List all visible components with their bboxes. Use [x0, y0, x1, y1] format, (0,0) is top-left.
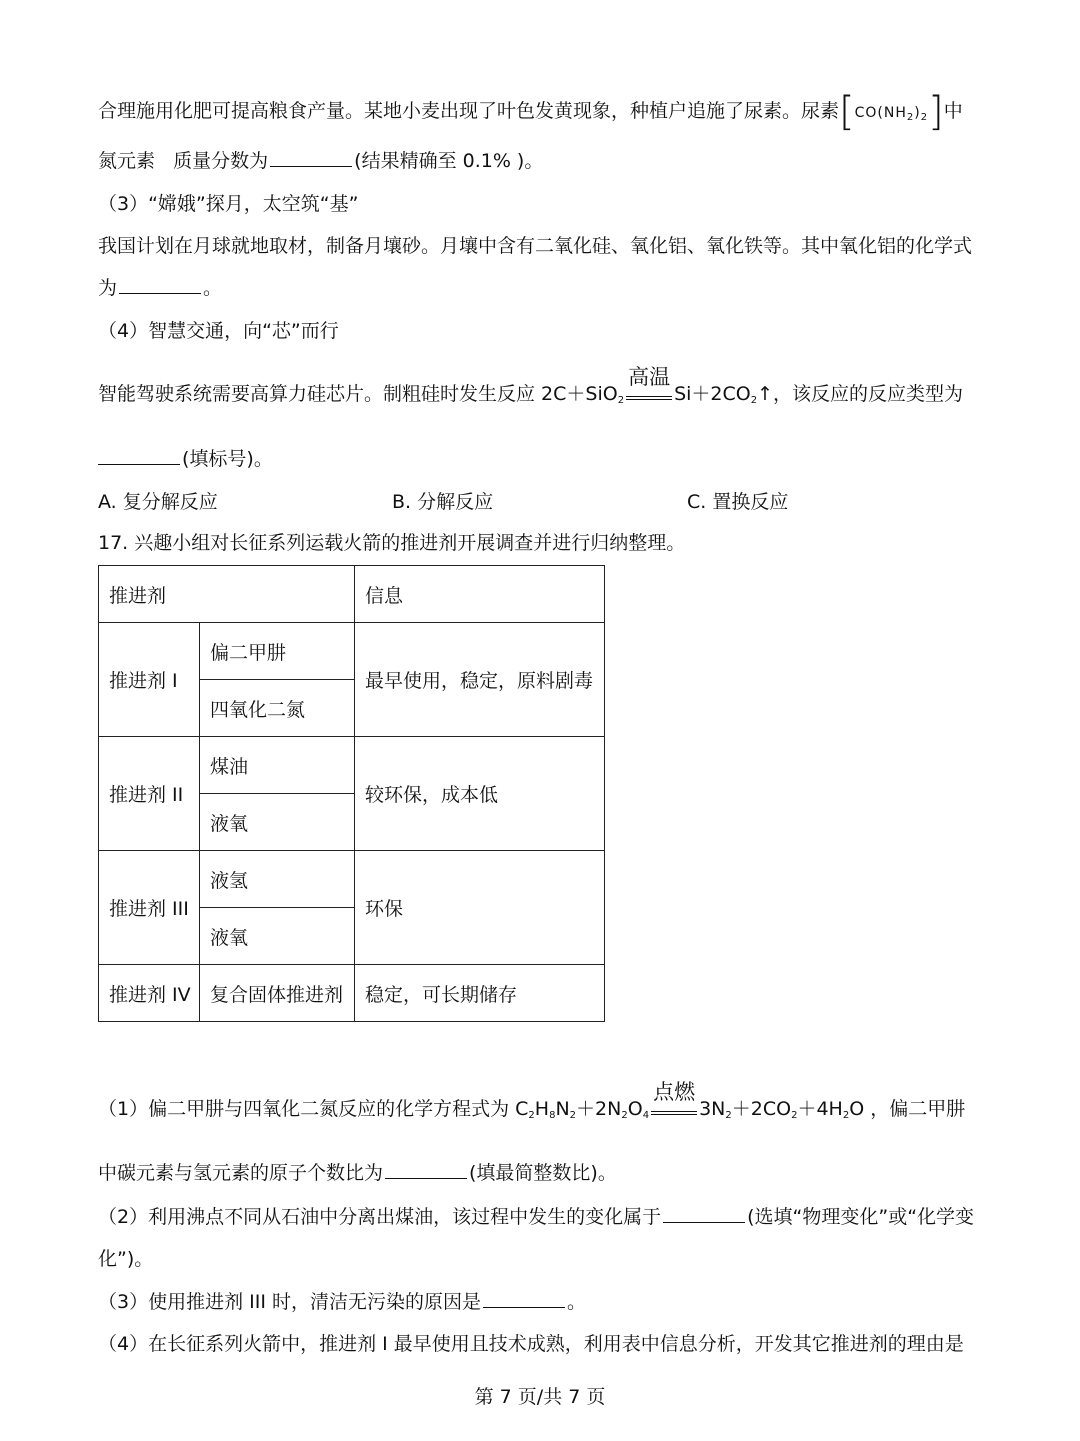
propellant-part: 液氢 [200, 851, 355, 908]
urea-formula: $CO(NH_2)_2$ [854, 105, 929, 123]
propellant-part: 液氧 [200, 794, 355, 851]
propellant-name: 推进剂 II [99, 737, 200, 851]
q17-sub2-line-2: 化”)。 [98, 1248, 154, 1270]
propellant-part: 偏二甲肼 [200, 623, 355, 680]
propellant-part: 液氧 [200, 908, 355, 965]
answer-blank-2[interactable] [119, 275, 201, 294]
q17-sub1-line-1: （1）偏二甲肼与四氧化二氮反应的化学方程式为 $C_2H_8N_2+2N_2O_4$ 点燃 $3N_2+2CO_2+4H_2O$ ，偏二甲肼 [98, 1080, 966, 1121]
q17-stem: 17. 兴趣小组对长征系列运载火箭的推进剂开展调查并进行归纳整理。 [98, 532, 686, 554]
table-row [99, 623, 605, 680]
table-row [99, 965, 605, 1022]
table-row [99, 851, 605, 908]
propellant-name: 推进剂 I [99, 623, 200, 737]
propellant-part: 四氧化二氮 [200, 680, 355, 737]
propellant-part: 复合固体推进剂 [200, 965, 355, 1022]
answer-blank-1[interactable] [270, 148, 352, 167]
q17-sub2-line-1: （2）利用沸点不同从石油中分离出煤油，该过程中发生的变化属于 (选填“物理变化”或“化学变 [98, 1206, 975, 1228]
propellant-info: 环保 [355, 851, 605, 965]
q3-heading: （3）“嫦娥”探月，太空筑“基” [98, 193, 359, 215]
urea-text: 合理施用化肥可提高粮食产量。某地小麦出现了叶色发黄现象，种植户追施了尿素。尿素 [98, 100, 840, 122]
q17-sub1-line-2: 中碳元素与氢元素的原子个数比为 (填最简整数比)。 [98, 1162, 617, 1184]
answer-blank-3[interactable] [98, 446, 180, 465]
propellant-info: 较环保，成本低 [355, 737, 605, 851]
answer-blank-5[interactable] [663, 1204, 745, 1223]
q17-sub4: （4）在长征系列火箭中，推进剂 I 最早使用且技术成熟，利用表中信息分析，开发其它推进剂的理由是 [98, 1333, 964, 1355]
answer-blank-4[interactable] [385, 1160, 467, 1179]
propellant-info: 最早使用，稳定，原料剧毒 [355, 623, 605, 737]
table-row [99, 737, 605, 794]
q3-text-2: 为 。 [98, 277, 223, 299]
bracket-right: ] [928, 89, 944, 135]
option-c[interactable]: C. 置换反应 [687, 491, 789, 513]
urea-line-2: 氮元素 质量分数为 (结果精确至 0.1% )。 [98, 150, 544, 172]
q3-text-1: 我国计划在月球就地取材，制备月壤砂。月壤中含有二氧化硅、氧化铝、氧化铁等。其中氧化铝的化学式 [98, 235, 973, 257]
page-footer: 第 7 页/共 7 页 [474, 1386, 606, 1408]
urea-suffix: 中 [943, 100, 963, 122]
answer-blank-6[interactable] [483, 1289, 565, 1308]
table-header-row [99, 566, 605, 623]
reaction-condition-ignite: 点燃 [651, 1109, 697, 1115]
q4-text-1: 智能驾驶系统需要高算力硅芯片。制粗硅时发生反应 2C＋SiO$_2$ 高温 $Si+2CO_2↑$，该反应的反应类型为 [98, 365, 964, 406]
q17-sub3: （3）使用推进剂 III 时，清洁无污染的原因是 。 [98, 1291, 586, 1313]
propellant-name: 推进剂 III [99, 851, 200, 965]
q4-heading: （4）智慧交通，向“芯”而行 [98, 320, 339, 342]
header-propellant: 推进剂 [99, 566, 355, 623]
urea-line-1 [98, 89, 963, 135]
reaction-condition-high-temp: 高温 [626, 394, 672, 400]
option-a[interactable]: A. 复分解反应 [98, 491, 218, 513]
propellant-info: 稳定，可长期储存 [355, 965, 605, 1022]
propellant-name: 推进剂 IV [99, 965, 200, 1022]
option-b[interactable]: B. 分解反应 [392, 491, 494, 513]
header-info: 信息 [355, 566, 605, 623]
bracket-left: [ [839, 89, 855, 135]
propellant-table [98, 565, 605, 1022]
propellant-part: 煤油 [200, 737, 355, 794]
q4-text-2: (填标号)。 [98, 446, 273, 472]
